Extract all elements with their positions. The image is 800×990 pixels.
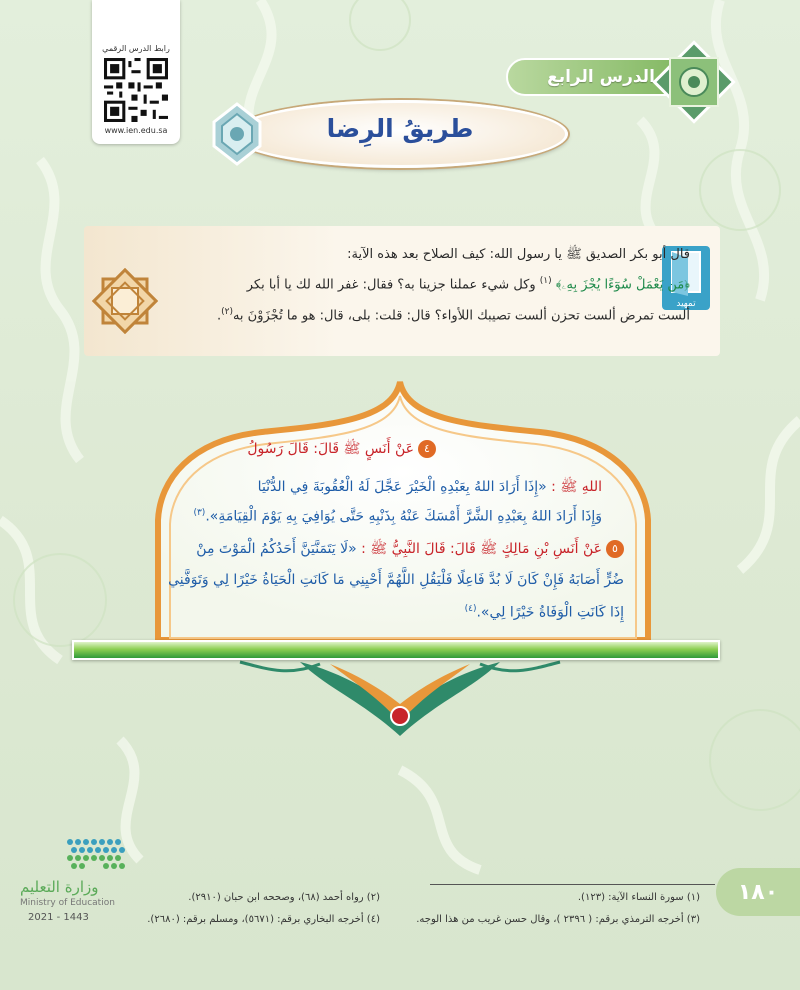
footnote-ref-2[interactable]: (٢) [221, 307, 233, 317]
intro-line-3: ألست تمرض ألست تحزن ألست تصيبك اللأواء؟ قال: قلت: بلى، قال: هو ما تُجْزَوْنَ به$^{(٢)}$. [216, 307, 690, 324]
intro-line-2-text: وكل شيء عملنا جزينا به؟ فقال: غفر الله لك يا أبا بكر [246, 277, 536, 293]
footnote-ref-1[interactable]: (١) [539, 276, 552, 286]
qr-url[interactable]: www.ien.edu.sa [104, 126, 168, 135]
quran-verse: ﴿مَن يَعْمَلْ سُوٓءًا يُجْزَ بِهِۦ﴾ [555, 277, 690, 293]
hadith-5-line-2: ضُرٍّ أَصَابَهُ فَإِنْ كَانَ لَا بُدَّ فَاعِلًا فَلْيَقُلِ اللَّهُمَّ أَحْيِنِي مَا كَانَتِ الْحَيَاةُ خَيْرًا لِي وَتَوَفَّنِي [168, 572, 624, 588]
lesson-number-label: الدرس الرابع [547, 67, 655, 87]
hadith-4-line-3: وَإِذَا أَرَادَ اللهُ بِعَبْدِهِ الشَّرَّ أَمْسَكَ عَنْهُ بِذَنْبِهِ حَتَّى يُوَافِيَ بِهِ يَوْمَ الْقِيَامَةِ».$^{(٣)}$ [193, 508, 602, 525]
qr-code-panel[interactable] [92, 0, 180, 144]
green-divider-bar [72, 640, 720, 660]
intro-line-1: قال أبو بكر الصديق ﷺ يا رسول الله: كيف الصلاح بعد هذه الآية: [347, 247, 690, 262]
footnote-ref-4[interactable]: (٤) [464, 604, 477, 614]
intro-line-3-text: ألست تمرض ألست تحزن ألست تصيبك اللأواء؟ قال: قلت: بلى، قال: هو ما تُجْزَوْنَ به [232, 308, 690, 324]
ministry-name-english: Ministry of Education [20, 898, 115, 908]
footnote-3: (٣) أخرجه الترمذي برقم: ( ٢٣٩٦ )، وقال حسن غريب من هذا الوجه. [416, 914, 700, 925]
hadith-4-line-1: ٤عَنْ أَنَسٍ ﷺ قَالَ: قَالَ رَسُولُ [247, 440, 436, 460]
edition-year: 2021 - 1443 [28, 912, 89, 923]
intro-line-2 [247, 276, 690, 292]
hadith-5-line-1: ٥عَنْ أَنَسِ بْنِ مَالِكٍ ﷺ قَالَ: قَالَ النَّبِيُّ ﷺ : «لَا يَتَمَنَّيَنَّ أَحَدُكُمُ الْمَوْتَ مِنْ [196, 540, 624, 560]
introduction-icon-label: تمهيد [676, 299, 696, 309]
footnote-ref-3[interactable]: (٣) [193, 508, 206, 518]
hadith-5-line-3: إِذَا كَانَتِ الْوَفَاةُ خَيْرًا لِي».$^{(٤)}$ [464, 604, 624, 621]
hadith-dome-frame [0, 380, 800, 740]
hadith-5-number: ٥ [606, 540, 624, 558]
octagram-ornament-icon [92, 268, 158, 334]
footnote-4: (٤) أخرجه البخاري برقم: (٥٦٧١)، ومسلم برقم: (٢٦٨٠). [147, 914, 380, 925]
footnote-divider [430, 884, 715, 885]
dome-bottom-ornament-icon [240, 662, 560, 736]
ministry-name-arabic: وزارة التعليم [20, 878, 99, 896]
qr-label: رابط الدرس الرقمي [102, 44, 170, 53]
lesson-ornament-icon [652, 40, 736, 124]
footnote-2: (٢) رواه أحمد (٦٨)، وصححه ابن حبان (٢٩١٠). [188, 892, 380, 903]
hadith-4-number: ٤ [418, 440, 436, 458]
footnote-1: (١) سورة النساء الآية: (١٢٣). [577, 892, 700, 903]
hadith-4-line-2: اللهِ ﷺ : «إِذَا أَرَادَ اللهُ بِعَبْدِهِ الْخَيْرَ عَجَّلَ لَهُ الْعُقُوبَةَ فِي الدُّنْيَا [257, 479, 602, 495]
lesson-title-banner [208, 96, 592, 172]
qr-code-icon[interactable] [104, 58, 168, 122]
page-number: ١٨٠ [716, 868, 800, 916]
lesson-title: طريقُ الرِضا [326, 114, 474, 143]
